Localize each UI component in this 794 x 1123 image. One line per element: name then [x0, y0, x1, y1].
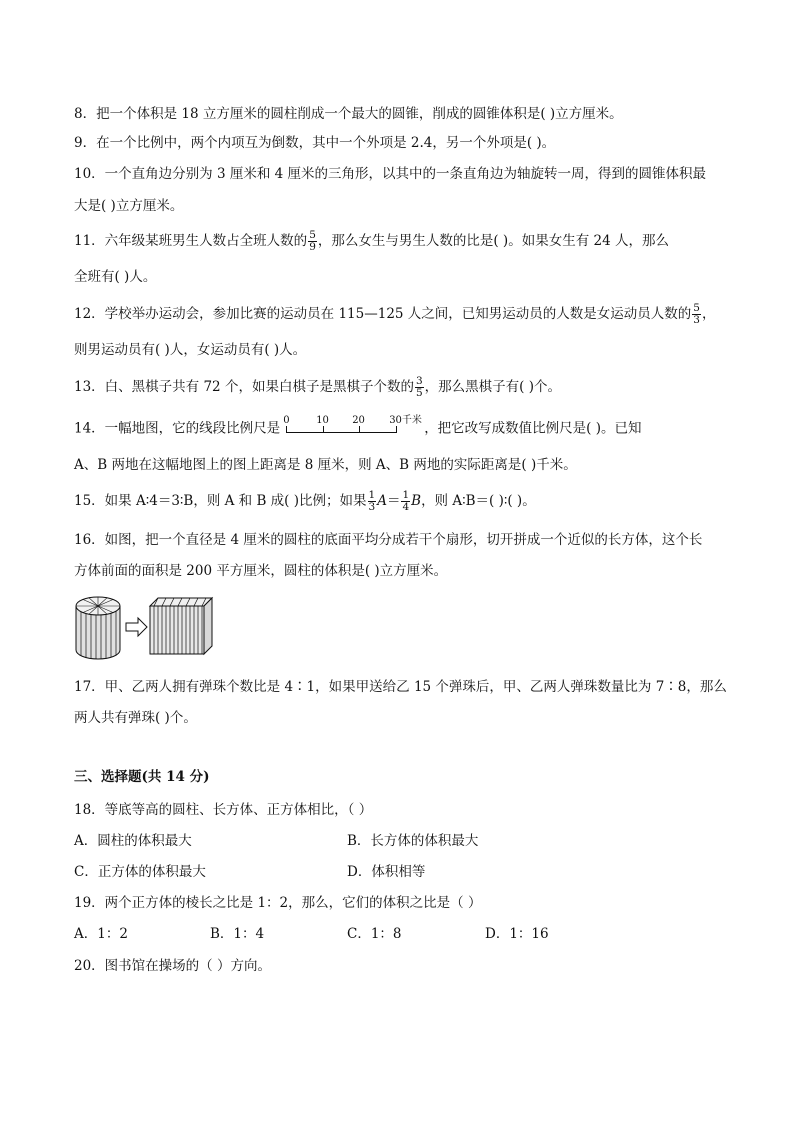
scale-tick	[359, 426, 360, 433]
question-12-text: 12．学校举办运动会，参加比赛的运动员在 115—125 人之间，已知男运动员的人数是女运动员人数的	[74, 306, 692, 322]
question-11-text: 11．六年级某班男生人数占全班人数的	[74, 233, 308, 249]
option-c[interactable]: C．正方体的体积最大	[74, 864, 206, 880]
question-16-line2: 方体前面的面积是 200 平方厘米，圆柱的体积是( )立方厘米。	[74, 563, 448, 579]
fraction-denominator: 4	[402, 501, 410, 513]
option-b[interactable]: B．1：4	[210, 926, 265, 942]
scale-tick	[286, 426, 287, 433]
arrow-right-icon	[126, 618, 147, 636]
fraction-denominator: 3	[368, 501, 376, 513]
fraction-numerator: 3	[415, 375, 423, 387]
fraction-1-4	[401, 490, 410, 513]
scale-label: 30千米	[389, 415, 422, 426]
question-14-text-cont: ，把它改写成数值比例尺是( )。已知	[424, 420, 642, 437]
question-17-line1: 17．甲、乙两人拥有弹珠个数比是 4∶1，如果甲送给乙 15 个弹珠后，甲、乙两人弹珠数量比为 7∶8，那么	[74, 679, 727, 695]
cylinder-to-cuboid-figure	[72, 592, 222, 664]
question-14-text: 14．一幅地图，它的线段比例尺是	[74, 420, 281, 437]
scale-tick	[396, 426, 397, 433]
question-15-text: 15．如果 A∶4＝3∶B，则 A 和 B 成( )比例；如果	[74, 493, 367, 509]
question-11-text-cont: ，那么女生与男生人数的比是( )。如果女生有 24 人，那么	[317, 233, 669, 249]
fraction-denominator: 3	[693, 314, 700, 326]
variable-b: B	[411, 493, 422, 509]
question-8: 8．把一个体积是 18 立方厘米的圆柱削成一个最大的圆锥，削成的圆锥体积是( )立方厘米。	[74, 106, 623, 122]
question-19: 19．两个正方体的棱长之比是 1：2，那么，它们的体积之比是（ ）	[74, 895, 482, 911]
question-13-text: 13．白、黑棋子共有 72 个，如果白棋子是黑棋子个数的	[74, 379, 414, 395]
question-13-text-cont: ，那么黑棋子有( )个。	[424, 379, 561, 395]
cylinder-icon	[76, 597, 120, 659]
question-15	[74, 490, 536, 513]
scale-bar	[286, 432, 396, 433]
fraction-numerator: 5	[309, 229, 316, 241]
fraction-denominator: 5	[415, 387, 423, 399]
scale-label: 20	[352, 415, 365, 426]
question-10-line1: 10．一个直角边分别为 3 厘米和 4 厘米的三角形，以其中的一条直角边为轴旋转一周，得到的圆锥体积最	[74, 166, 707, 182]
option-c[interactable]: C．1：8	[347, 926, 402, 942]
question-13	[74, 376, 561, 399]
section-heading-choice: 三、选择题(共 14 分)	[74, 769, 210, 785]
option-a[interactable]: A．圆柱的体积最大	[74, 833, 192, 849]
option-a[interactable]: A．1：2	[74, 926, 128, 942]
question-12-text-cont: ，	[701, 306, 716, 322]
fraction-numerator: 5	[693, 302, 700, 314]
fraction-numerator: 1	[368, 489, 376, 501]
question-14-line1	[74, 415, 642, 440]
fraction-1-3	[368, 490, 377, 513]
option-d[interactable]: D．1：16	[485, 926, 549, 942]
question-11-line1	[74, 230, 669, 253]
fraction-numerator: 1	[402, 489, 410, 501]
question-17-line2: 两人共有弹珠( )个。	[74, 710, 197, 726]
fraction-3-5	[415, 376, 424, 399]
question-15-text-cont: ，则 A∶B＝( )∶( )。	[421, 493, 536, 509]
question-20: 20．图书馆在操场的（ ）方向。	[74, 958, 271, 974]
option-d[interactable]: D．体积相等	[347, 864, 426, 880]
scale-label: 10	[316, 415, 329, 426]
question-14-line2: A、B 两地在这幅地图上的图上距离是 8 厘米，则 A、B 两地的实际距离是( )千米。	[74, 457, 577, 473]
question-16-line1: 16．如图，把一个直径是 4 厘米的圆柱的底面平均分成若干个扇形，切开拼成一个近似的长方体，这个长	[74, 532, 703, 548]
question-12-line1	[74, 303, 715, 326]
question-12-line2: 则男运动员有( )人，女运动员有( )人。	[74, 342, 307, 358]
cuboid-icon	[150, 598, 212, 654]
fraction-5-9	[308, 230, 317, 253]
equals-sign: ＝	[386, 493, 401, 509]
fraction-denominator: 9	[309, 241, 316, 253]
variable-a: A	[377, 493, 387, 509]
option-b[interactable]: B．长方体的体积最大	[347, 833, 479, 849]
question-10-line2: 大是( )立方厘米。	[74, 198, 184, 214]
fraction-5-3	[692, 303, 701, 326]
scale-label: 0	[283, 415, 290, 426]
question-11-line2: 全班有( )人。	[74, 269, 157, 285]
scale-tick	[323, 426, 324, 433]
question-18: 18．等底等高的圆柱、长方体、正方体相比，（ ）	[74, 802, 373, 818]
question-9: 9．在一个比例中，两个内项互为倒数，其中一个外项是 2.4，另一个外项是( )。	[74, 135, 556, 151]
line-scale-diagram	[282, 415, 422, 440]
